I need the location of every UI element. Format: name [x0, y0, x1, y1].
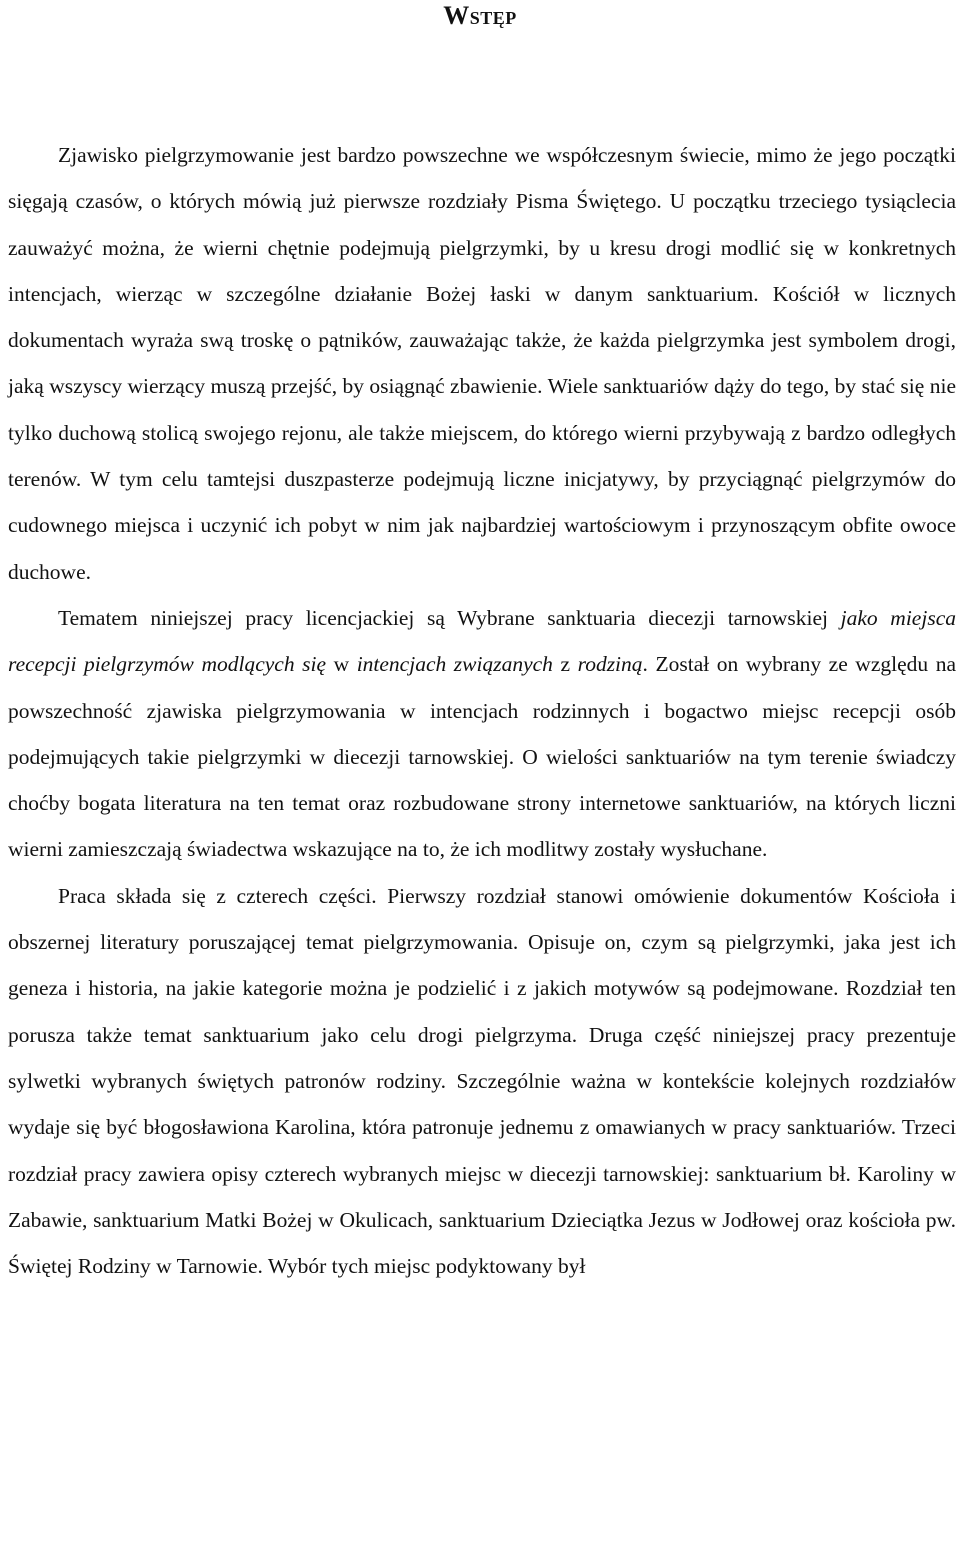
- paragraph-topic: [8, 595, 956, 873]
- body-text: [8, 132, 956, 1289]
- topic-continuation: . Został on wybrany ze względu na powszechność zjawiska pielgrzymowania w intencjach rodzinnych i bogactwo miejsc recepcji osób podejmujących takie pielgrzymki w diecezji tarnowskiej. O wielości sanktuariów na tym terenie świadczy choćby bogata literatura na ten temat oraz rozbudowane strony internetowe sanktuariów, na których liczni wierni zamieszczają świadectwa wskazujące na to, że ich modlitwy zostały wysłuchane.: [8, 652, 956, 862]
- paragraph-structure: Praca składa się z czterech części. Pierwszy rozdział stanowi omówienie dokumentów Kościoła i obszernej literatury poruszającej temat pielgrzymowania. Opisuje on, czym są pielgrzymki, jaka jest ich geneza i historia, na jakie kategorie można je podzielić i z jakich motywów są podejmowane. Rozdział ten porusza także temat sanktuarium jako celu drogi pielgrzyma. Druga część niniejszej pracy prezentuje sylwetki wybranych świętych patronów rodziny. Szczególnie ważna w kontekście kolejnych rozdziałów wydaje się być błogosławiona Karolina, która patronuje jednemu z omawianych w pracy sanktuariów. Trzeci rozdział pracy zawiera opisy czterech wybranych miejsc w diecezji tarnowskiej: sanktuarium bł. Karoliny w Zabawie, sanktuarium Matki Bożej w Okulicach, sanktuarium Dzieciątka Jezus w Jodłowej oraz kościoła pw. Świętej Rodziny w Tarnowie. Wybór tych miejsc podyktowany był: [8, 883, 956, 1279]
- thesis-title-part-3: w: [326, 652, 357, 677]
- paragraph-intro: Zjawisko pielgrzymowanie jest bardzo powszechne we współczesnym świecie, mimo że jego początki sięgają czasów, o których mówią już pierwsze rozdziały Pisma Świętego. U początku trzeciego tysiąclecia zauważyć można, że wierni chętnie podejmują pielgrzymki, by u kresu drogi modlić się w konkretnych intencjach, wierząc w szczególne działanie Bożej łaski w danym sanktuarium. Kościół w licznych dokumentach wyraża swą troskę o pątników, zauważając także, że każda pielgrzymka jest symbolem drogi, jaką wszyscy wierzący muszą przejść, by osiągnąć zbawienie. Wiele sanktuariów dąży do tego, by stać się nie tylko duchową stolicą swojego rejonu, ale także miejscem, do którego wierni przybywają z bardzo odległych terenów. W tym celu tamtejsi duszpasterze podejmują liczne inicjatywy, by przyciągnąć pielgrzymów do cudownego miejsca i uczynić ich pobyt w nim jak najbardziej wartościowym i przynoszącym obfite owoce duchowe.: [8, 143, 956, 584]
- thesis-title-part-5: z: [552, 652, 578, 677]
- topic-lead-in: Tematem niniejszej pracy licencjackiej są: [58, 605, 458, 630]
- thesis-title-part-1: Wybrane sanktuaria diecezji tarnowskiej: [457, 605, 841, 630]
- thesis-title-part-6: rodziną: [577, 652, 643, 677]
- thesis-title-part-2: jako miejsca recepcji pielgrzymów modlących się: [8, 605, 956, 677]
- thesis-title-part-4: intencjach związanych: [356, 652, 553, 677]
- section-heading: Wstęp: [443, 1, 517, 30]
